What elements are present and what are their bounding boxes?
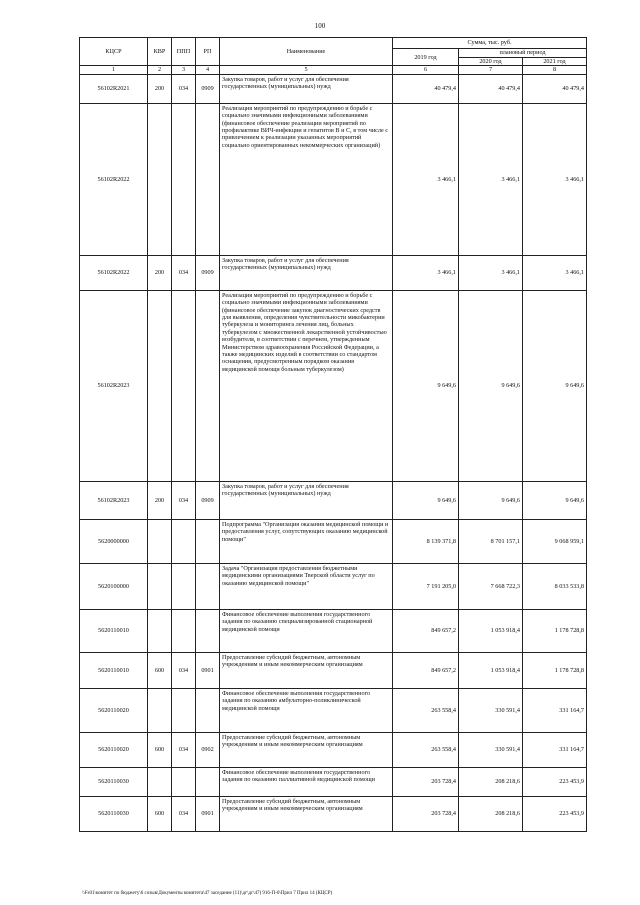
kcsr-cell: 56102R2023 <box>80 481 148 519</box>
table-row <box>80 732 587 767</box>
kvr-cell <box>148 519 172 563</box>
amount-2019-cell: 263 558,4 <box>393 688 459 732</box>
header-name: Наименование <box>220 38 393 66</box>
ppp-cell: 034 <box>172 796 196 831</box>
column-number: 8 <box>523 66 587 74</box>
amount-2019-cell: 263 558,4 <box>393 732 459 767</box>
rp-cell <box>196 519 220 563</box>
column-number: 1 <box>80 66 148 74</box>
ppp-cell: 034 <box>172 74 196 103</box>
header-year-2021: 2021 год <box>523 58 587 66</box>
name-cell: Предоставление субсидий бюджетным, автономным учреждениям и иным некоммерческим организациям <box>220 732 393 767</box>
ppp-cell <box>172 290 196 481</box>
table-row <box>80 688 587 732</box>
kvr-cell: 200 <box>148 481 172 519</box>
kvr-cell: 600 <box>148 796 172 831</box>
table-row <box>80 519 587 563</box>
header-kvr: КВР <box>148 38 172 66</box>
kcsr-cell: 5620110020 <box>80 688 148 732</box>
column-number: 2 <box>148 66 172 74</box>
table-row <box>80 652 587 688</box>
table-row <box>80 481 587 519</box>
amount-2020-cell: 1 053 918,4 <box>459 652 523 688</box>
name-cell: Предоставление субсидий бюджетным, автономным учреждениям и иным некоммерческим организациям <box>220 796 393 831</box>
amount-2020-cell: 330 591,4 <box>459 732 523 767</box>
amount-2020-cell: 330 591,4 <box>459 688 523 732</box>
amount-2019-cell: 849 657,2 <box>393 652 459 688</box>
name-cell: Финансовое обеспечение выполнения государственного задания по оказанию амбулаторно-поликлинической медицинской помощи <box>220 688 393 732</box>
header-ppp: ППП <box>172 38 196 66</box>
amount-2021-cell: 3 466,1 <box>523 103 587 255</box>
kcsr-cell: 5620110020 <box>80 732 148 767</box>
kcsr-cell: 5620110030 <box>80 767 148 796</box>
amount-2020-cell: 9 649,6 <box>459 290 523 481</box>
amount-2021-cell: 9 068 959,1 <box>523 519 587 563</box>
amount-2020-cell: 8 701 157,1 <box>459 519 523 563</box>
rp-cell: 0909 <box>196 255 220 290</box>
ppp-cell: 034 <box>172 255 196 290</box>
name-cell: Реализация мероприятий по предупреждению и борьбе с социально значимыми инфекционными заболеваниями (финансовое обеспечение закупок диагностических средств для выявления, определения чувствительности микобактерии туберкулеза и мониторинга лечения лиц, больных туберкулезом с множественной лекарственной устойчивостью возбудителя, в соответствии с перечнем, утвержденным Министерством здравоохранения Российской Федерации, а также медицинских изделий в соответствии со стандартом оснащения, предусмотренным порядком оказания медицинской помощи больным туберкулезом) <box>220 290 393 481</box>
ppp-cell <box>172 519 196 563</box>
table-row <box>80 609 587 652</box>
kvr-cell <box>148 767 172 796</box>
column-number: 5 <box>220 66 393 74</box>
header-sum-title: Сумма, тыс. руб. <box>393 38 587 49</box>
amount-2021-cell: 1 178 728,8 <box>523 652 587 688</box>
column-number: 4 <box>196 66 220 74</box>
kvr-cell <box>148 563 172 609</box>
kvr-cell: 600 <box>148 652 172 688</box>
rp-cell <box>196 609 220 652</box>
header-year-2019: 2019 год <box>393 49 459 66</box>
amount-2021-cell: 3 466,1 <box>523 255 587 290</box>
amount-2021-cell: 1 178 728,8 <box>523 609 587 652</box>
amount-2020-cell: 3 466,1 <box>459 255 523 290</box>
ppp-cell <box>172 767 196 796</box>
rp-cell <box>196 103 220 255</box>
amount-2019-cell: 3 466,1 <box>393 103 459 255</box>
amount-2021-cell: 331 164,7 <box>523 732 587 767</box>
rp-cell <box>196 688 220 732</box>
kvr-cell <box>148 688 172 732</box>
kvr-cell: 600 <box>148 732 172 767</box>
ppp-cell <box>172 609 196 652</box>
rp-cell <box>196 563 220 609</box>
rp-cell <box>196 290 220 481</box>
header-kcsr: КЦСР <box>80 38 148 66</box>
page-number: 100 <box>314 22 326 30</box>
table-row <box>80 74 587 103</box>
name-cell: Предоставление субсидий бюджетным, автономным учреждениям и иным некоммерческим организациям <box>220 652 393 688</box>
amount-2021-cell: 8 033 533,8 <box>523 563 587 609</box>
name-cell: Подпрограмма "Организация оказания медицинской помощи и предоставления услуг, сопутствующих оказанию медицинской помощи" <box>220 519 393 563</box>
name-cell: Закупка товаров, работ и услуг для обеспечения государственных (муниципальных) нужд <box>220 74 393 103</box>
kvr-cell <box>148 609 172 652</box>
amount-2020-cell: 208 218,6 <box>459 796 523 831</box>
ppp-cell <box>172 103 196 255</box>
kvr-cell: 200 <box>148 255 172 290</box>
amount-2020-cell: 40 479,4 <box>459 74 523 103</box>
kcsr-cell: 56102R2021 <box>80 74 148 103</box>
amount-2020-cell: 9 649,6 <box>459 481 523 519</box>
rp-cell: 0901 <box>196 796 220 831</box>
kcsr-cell: 5620000000 <box>80 519 148 563</box>
kcsr-cell: 56102R2022 <box>80 255 148 290</box>
rp-cell: 0909 <box>196 74 220 103</box>
kvr-cell <box>148 103 172 255</box>
amount-2021-cell: 223 453,9 <box>523 796 587 831</box>
kvr-cell: 200 <box>148 74 172 103</box>
rp-cell: 0902 <box>196 732 220 767</box>
table-row <box>80 767 587 796</box>
amount-2020-cell: 208 218,6 <box>459 767 523 796</box>
name-cell: Финансовое обеспечение выполнения государственного задания по оказанию специализированной стационарной медицинской помощи <box>220 609 393 652</box>
name-cell: Реализация мероприятий по предупреждению и борьбе с социально значимыми инфекционными заболеваниями (финансовое обеспечение реализации мероприятий по профилактике ВИЧ-инфекции и гепатитов В и С, в том числе с привлечением к реализации указанных мероприятий социально ориентированных некоммерческих организаций) <box>220 103 393 255</box>
table-row <box>80 796 587 831</box>
column-number-row <box>80 66 587 74</box>
ppp-cell: 034 <box>172 652 196 688</box>
table-row <box>80 290 587 481</box>
kcsr-cell: 56102R2023 <box>80 290 148 481</box>
amount-2019-cell: 8 139 371,8 <box>393 519 459 563</box>
budget-table <box>79 37 587 832</box>
column-number: 7 <box>459 66 523 74</box>
kvr-cell <box>148 290 172 481</box>
amount-2021-cell: 9 649,6 <box>523 290 587 481</box>
amount-2020-cell: 1 053 918,4 <box>459 609 523 652</box>
table-row <box>80 563 587 609</box>
amount-2019-cell: 40 479,4 <box>393 74 459 103</box>
column-number: 6 <box>393 66 459 74</box>
name-cell: Финансовое обеспечение выполнения государственного задания по оказанию паллиативной медицинской помощи <box>220 767 393 796</box>
amount-2021-cell: 223 453,9 <box>523 767 587 796</box>
ppp-cell <box>172 563 196 609</box>
kcsr-cell: 5620110010 <box>80 609 148 652</box>
amount-2019-cell: 9 649,6 <box>393 290 459 481</box>
ppp-cell <box>172 688 196 732</box>
name-cell: Задача "Организация предоставления бюджетными медицинскими организациями Тверской области услуг по оказанию медицинской помощи" <box>220 563 393 609</box>
header-planned-period: плановый период <box>459 49 587 58</box>
kcsr-cell: 5620100000 <box>80 563 148 609</box>
amount-2019-cell: 3 466,1 <box>393 255 459 290</box>
amount-2019-cell: 9 649,6 <box>393 481 459 519</box>
amount-2019-cell: 849 657,2 <box>393 609 459 652</box>
column-number: 3 <box>172 66 196 74</box>
rp-cell <box>196 767 220 796</box>
header-year-2020: 2020 год <box>459 58 523 66</box>
ppp-cell: 034 <box>172 481 196 519</box>
amount-2021-cell: 9 649,6 <box>523 481 587 519</box>
amount-2019-cell: 203 728,4 <box>393 767 459 796</box>
kcsr-cell: 56102R2022 <box>80 103 148 255</box>
name-cell: Закупка товаров, работ и услуг для обеспечения государственных (муниципальных) нужд <box>220 481 393 519</box>
name-cell: Закупка товаров, работ и услуг для обеспечения государственных (муниципальных) нужд <box>220 255 393 290</box>
table-row <box>80 103 587 255</box>
amount-2019-cell: 203 728,4 <box>393 796 459 831</box>
amount-2020-cell: 3 466,1 <box>459 103 523 255</box>
footer-file-path: \\Fs01\комитет по бюджету\6 созыв\Документы комитета\47 заседание (11)\дг\дг\47) 916-П-6\Прил 7 Прил 14 (КЦСР) <box>82 891 333 896</box>
amount-2021-cell: 40 479,4 <box>523 74 587 103</box>
kcsr-cell: 5620110010 <box>80 652 148 688</box>
amount-2020-cell: 7 668 722,3 <box>459 563 523 609</box>
kcsr-cell: 5620110030 <box>80 796 148 831</box>
amount-2019-cell: 7 191 205,0 <box>393 563 459 609</box>
rp-cell: 0909 <box>196 481 220 519</box>
rp-cell: 0901 <box>196 652 220 688</box>
ppp-cell: 034 <box>172 732 196 767</box>
header-rp: РП <box>196 38 220 66</box>
amount-2021-cell: 331 164,7 <box>523 688 587 732</box>
table-row <box>80 255 587 290</box>
